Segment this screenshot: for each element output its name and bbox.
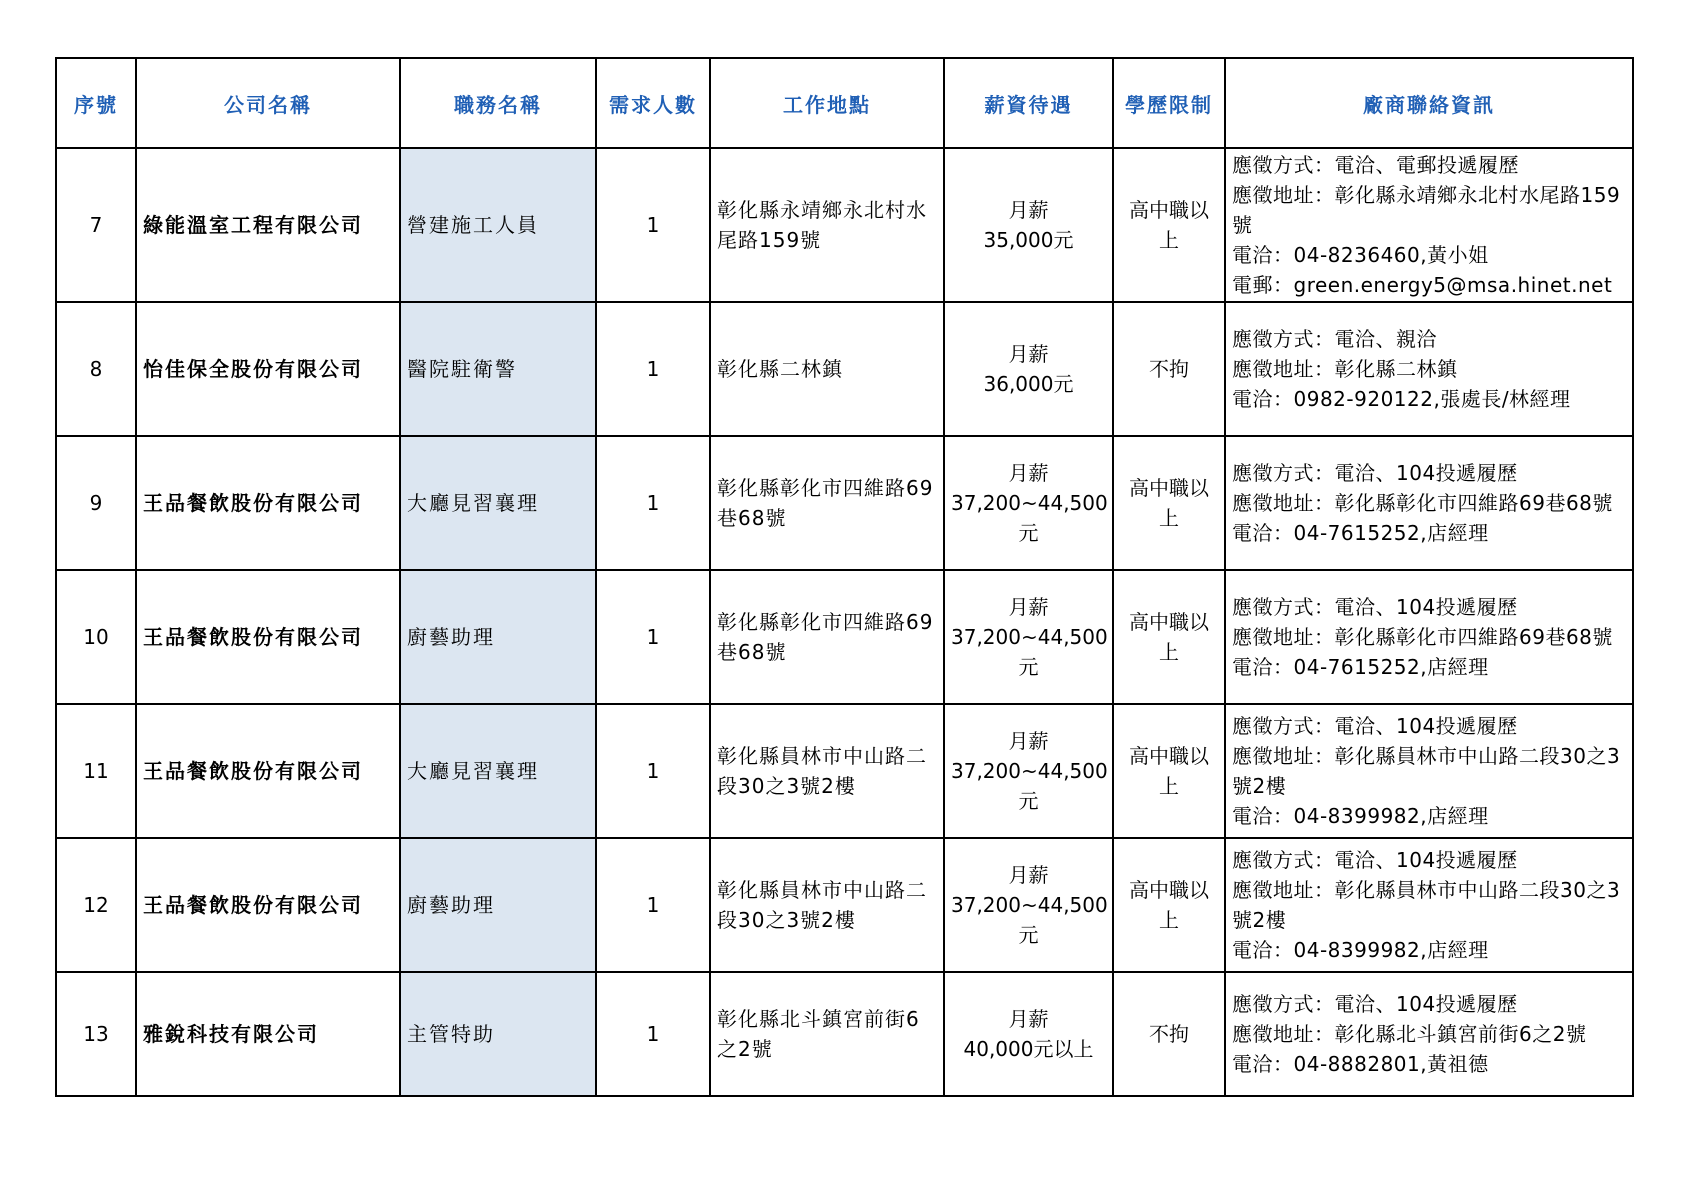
cell-contact [1225, 704, 1633, 838]
cell-contact [1225, 148, 1633, 302]
cell-title: 大廳見習襄理 [400, 704, 596, 838]
cell-location: 彰化縣北斗鎮宮前街6之2號 [710, 972, 944, 1096]
cell-contact [1225, 838, 1633, 972]
cell-contact [1225, 436, 1633, 570]
salary-label: 月薪 [1008, 595, 1049, 619]
contact-phone: 電洽：04-8399982,店經理 [1232, 804, 1489, 828]
contact-method: 應徵方式：電洽、104投遞履歷 [1232, 714, 1518, 738]
header-education: 學歷限制 [1113, 58, 1225, 148]
contact-phone: 電洽：0982-920122,張處長/林經理 [1232, 387, 1571, 411]
header-salary: 薪資待遇 [944, 58, 1113, 148]
cell-salary [944, 704, 1113, 838]
cell-company: 王品餐飲股份有限公司 [136, 704, 400, 838]
cell-education: 不拘 [1113, 972, 1225, 1096]
contact-address: 應徵地址：彰化縣彰化市四維路69巷68號 [1232, 625, 1613, 649]
cell-title: 醫院駐衛警 [400, 302, 596, 436]
salary-label: 月薪 [1008, 729, 1049, 753]
cell-salary [944, 838, 1113, 972]
cell-company: 綠能溫室工程有限公司 [136, 148, 400, 302]
salary-unit: 元 [1018, 655, 1039, 679]
salary-unit: 元 [1018, 521, 1039, 545]
cell-count: 1 [596, 704, 710, 838]
contact-method: 應徵方式：電洽、104投遞履歷 [1232, 461, 1518, 485]
cell-location: 彰化縣彰化市四維路69巷68號 [710, 436, 944, 570]
cell-seq: 8 [56, 302, 136, 436]
table-row [56, 704, 1633, 838]
cell-title: 廚藝助理 [400, 570, 596, 704]
contact-method: 應徵方式：電洽、親洽 [1232, 327, 1437, 351]
salary-amount: 37,200~44,500 [951, 759, 1108, 783]
job-listing-table [55, 57, 1634, 1097]
cell-count: 1 [596, 302, 710, 436]
cell-seq: 7 [56, 148, 136, 302]
contact-method: 應徵方式：電洽、104投遞履歷 [1232, 992, 1518, 1016]
cell-salary [944, 436, 1113, 570]
contact-address: 應徵地址：彰化縣二林鎮 [1232, 357, 1458, 381]
salary-label: 月薪 [1008, 461, 1049, 485]
contact-method: 應徵方式：電洽、104投遞履歷 [1232, 595, 1518, 619]
cell-title: 廚藝助理 [400, 838, 596, 972]
salary-amount: 37,200~44,500 [951, 491, 1108, 515]
contact-phone: 電洽：04-8236460,黃小姐 [1232, 243, 1489, 267]
table-row [56, 570, 1633, 704]
contact-phone: 電洽：04-7615252,店經理 [1232, 521, 1489, 545]
salary-label: 月薪 [1008, 863, 1049, 887]
cell-contact [1225, 570, 1633, 704]
contact-address: 應徵地址：彰化縣員林市中山路二段30之3號2樓 [1232, 878, 1621, 932]
cell-title: 主管特助 [400, 972, 596, 1096]
contact-address: 應徵地址：彰化縣彰化市四維路69巷68號 [1232, 491, 1613, 515]
contact-phone: 電洽：04-8399982,店經理 [1232, 938, 1489, 962]
table-row [56, 436, 1633, 570]
cell-title: 營建施工人員 [400, 148, 596, 302]
cell-seq: 12 [56, 838, 136, 972]
cell-location: 彰化縣二林鎮 [710, 302, 944, 436]
cell-seq: 9 [56, 436, 136, 570]
cell-seq: 13 [56, 972, 136, 1096]
contact-method: 應徵方式：電洽、電郵投遞履歷 [1232, 153, 1519, 177]
cell-location: 彰化縣永靖鄉永北村水尾路159號 [710, 148, 944, 302]
salary-amount: 36,000元 [983, 372, 1074, 396]
cell-location: 彰化縣彰化市四維路69巷68號 [710, 570, 944, 704]
cell-count: 1 [596, 148, 710, 302]
table-row [56, 148, 1633, 302]
salary-unit: 元 [1018, 923, 1039, 947]
cell-company: 雅銳科技有限公司 [136, 972, 400, 1096]
cell-contact [1225, 972, 1633, 1096]
cell-education: 高中職以上 [1113, 838, 1225, 972]
cell-count: 1 [596, 838, 710, 972]
header-count: 需求人數 [596, 58, 710, 148]
salary-amount: 35,000元 [983, 228, 1074, 252]
cell-count: 1 [596, 972, 710, 1096]
cell-location: 彰化縣員林市中山路二段30之3號2樓 [710, 838, 944, 972]
cell-company: 怡佳保全股份有限公司 [136, 302, 400, 436]
cell-education: 高中職以上 [1113, 570, 1225, 704]
header-title: 職務名稱 [400, 58, 596, 148]
cell-count: 1 [596, 436, 710, 570]
header-location: 工作地點 [710, 58, 944, 148]
table-row [56, 302, 1633, 436]
header-row [56, 58, 1633, 148]
salary-unit: 元 [1018, 789, 1039, 813]
contact-phone: 電洽：04-7615252,店經理 [1232, 655, 1489, 679]
cell-seq: 10 [56, 570, 136, 704]
cell-education: 高中職以上 [1113, 704, 1225, 838]
cell-education: 不拘 [1113, 302, 1225, 436]
contact-address: 應徵地址：彰化縣員林市中山路二段30之3號2樓 [1232, 744, 1621, 798]
salary-amount: 40,000元以上 [963, 1037, 1094, 1061]
cell-education: 高中職以上 [1113, 148, 1225, 302]
contact-phone: 電洽：04-8882801,黃祖德 [1232, 1052, 1489, 1076]
contact-email: 電郵：green.energy5@msa.hinet.net [1232, 273, 1613, 297]
cell-salary [944, 972, 1113, 1096]
table-row [56, 838, 1633, 972]
salary-label: 月薪 [1008, 342, 1049, 366]
cell-salary [944, 302, 1113, 436]
cell-company: 王品餐飲股份有限公司 [136, 570, 400, 704]
cell-company: 王品餐飲股份有限公司 [136, 838, 400, 972]
cell-salary [944, 570, 1113, 704]
cell-count: 1 [596, 570, 710, 704]
cell-contact [1225, 302, 1633, 436]
contact-address: 應徵地址：彰化縣永靖鄉永北村水尾路159號 [1232, 183, 1621, 237]
contact-address: 應徵地址：彰化縣北斗鎮宮前街6之2號 [1232, 1022, 1587, 1046]
salary-label: 月薪 [1008, 198, 1049, 222]
header-seq: 序號 [56, 58, 136, 148]
cell-salary [944, 148, 1113, 302]
contact-method: 應徵方式：電洽、104投遞履歷 [1232, 848, 1518, 872]
cell-education: 高中職以上 [1113, 436, 1225, 570]
header-contact: 廠商聯絡資訊 [1225, 58, 1633, 148]
table-row [56, 972, 1633, 1096]
salary-label: 月薪 [1008, 1007, 1049, 1031]
cell-company: 王品餐飲股份有限公司 [136, 436, 400, 570]
cell-seq: 11 [56, 704, 136, 838]
header-company: 公司名稱 [136, 58, 400, 148]
cell-title: 大廳見習襄理 [400, 436, 596, 570]
salary-amount: 37,200~44,500 [951, 625, 1108, 649]
cell-location: 彰化縣員林市中山路二段30之3號2樓 [710, 704, 944, 838]
salary-amount: 37,200~44,500 [951, 893, 1108, 917]
